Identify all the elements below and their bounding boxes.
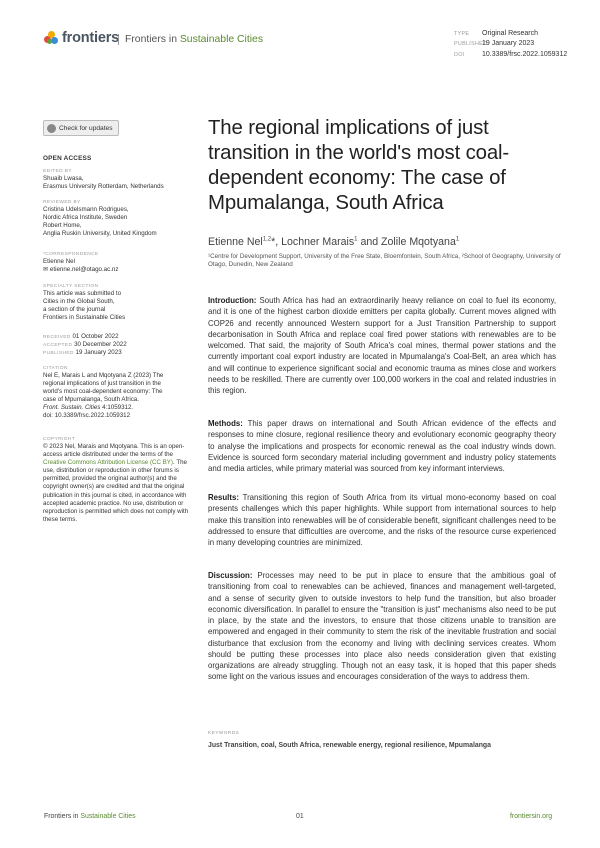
specialty-section: SPECIALTY SECTION This article was submitted to Cities in the Global South, a section of the journal Frontiers in Sustainable Cities <box>43 284 126 322</box>
cc-by-link[interactable]: Creative Commons Attribution License (CC BY) <box>43 459 173 467</box>
meta-type: TYPE Original Research <box>454 30 539 37</box>
frontiers-logo-icon <box>44 31 58 45</box>
keywords: Just Transition, coal, South Africa, renewable energy, regional resilience, Mpumalanga <box>208 742 491 749</box>
page-number: 01 <box>296 813 304 820</box>
keywords-label: KEYWORDS <box>208 731 240 736</box>
check-for-updates-button[interactable] <box>43 120 119 136</box>
abstract-introduction: Introduction: South Africa has had an extraordinarily heavy reliance on coal to fuel its economy, and it is one of the highest carbon dioxide emitters per capita globally. Current moves aligned with COP26 and recently announced Western support for a Just Transition Partnership to support decarbonisation in South Africa and replace coal fired power stations with renewables are to be welcomed. That said, the majority of South Africa's coal mines, thermal power stations and the currently important coal export industry are located in Mpumalanga's Coal-Belt, an area which has and will continue to experience significant social and economic trauma as mines close and workers needs to be reskilled. There are currently over 100,000 workers in the coal and related industries in this region. <box>208 296 556 395</box>
correspondence-email[interactable]: etienne.nel@otago.ac.nz <box>49 266 119 274</box>
article-title: The regional implications of just transition in the world's most coal-dependent economy: The case of Mpumalanga, South Africa <box>208 117 510 214</box>
abstract-discussion: Discussion: Processes may need to be put in place to ensure that the ambitious goal of transitioning from coal to renewables can be achieved, finances and management well-targeted, and a sense of security given to outside investors to help fund the transition, but also broader economic diversification. In parallel to ensure the "transition is just" mechanisms also need to be put in place, by the state and the investors, to ensure that those citizens unable to transition are empowered and engaged in their community to stem the risk of the inevitable frustration and social disturbance that exclusion from the economy and living with declining services creates. Whom should be putting these processes into place also needs consideration given that existing organizations are already struggling. Though not an easy task, it is hoped that this paper sheds some light on the various issues and encourages consideration of the ways to address them. <box>208 571 556 682</box>
footer-site-link[interactable]: frontiersin.org <box>510 813 553 820</box>
logo-text: frontiers <box>62 30 120 46</box>
copyright: COPYRIGHT © 2023 Nel, Marais and Mqotyana. This is an open-access article distributed under the terms of the Creative Commons Attribution License (CC BY). The use, distribution or reproduction in other forums is permitted, provided the original author(s) and the copyright owner(s) are credited and that the original publication in this journal is cited, in accordance with accepted academic practice. No use, distribution or reproduction is permitted which does not comply with these terms. <box>43 437 189 523</box>
citation: CITATION Nel E, Marais L and Mqotyana Z (2023) The regional implications of just transition in the world's most coal-dependent economy: The case of Mpumalanga, South Africa. Front. Sustain. Cities 4:1059312. doi: 10.3389/frsc.2022.1059312 <box>43 366 164 420</box>
dates: RECEIVED 01 October 2022 ACCEPTED 30 December 2022 PUBLISHED 19 January 2023 <box>43 333 127 357</box>
check-updates-label: Check for updates <box>59 124 113 132</box>
authors: Etienne Nel$^{1,2}$*, Lochner Marais$^1$ and Zolile Mqotyana$^1$ <box>208 236 460 248</box>
meta-published: PUBLISHED19 January 2023 <box>454 40 535 48</box>
frontiers-logo[interactable] <box>44 30 119 46</box>
abstract-methods: Methods: This paper draws on international and South African evidence of the effects and responses to mine closure, regional resilience theory and evolutionary economic geography theory to analyse the implications and prospects for economic renewal as the coal industry winds down. Evidence is sourced form secondary material including government and industry policy statements and media articles, while primary material was sourced from key informant interviews. <box>208 419 556 473</box>
reviewed-by: REVIEWED BY Cristina Udelsmann Rodrigues, Nordic Africa Institute, Sweden Robert Home, Anglia Ruskin University, United Kingdom <box>43 200 157 238</box>
article-meta <box>454 29 567 60</box>
journal-name[interactable]: Frontiers in Sustainable Cities <box>118 34 263 45</box>
open-access-label: OPEN ACCESS <box>43 155 92 162</box>
email-icon: ✉ <box>43 266 49 274</box>
correspondence: *CORRESPONDENCE Etienne Nel ✉ etienne.nel@otago.ac.nz <box>43 252 119 274</box>
check-updates-icon <box>47 124 56 133</box>
affiliations: ¹Centre for Development Support, University of the Free State, Bloemfontein, South Africa, ²School of Geography, University of Otago, Dunedin, New Zealand <box>208 253 561 269</box>
footer-journal[interactable]: Frontiers in Sustainable Cities <box>44 813 136 820</box>
edited-by: EDITED BY Shuaib Lwasa, Erasmus University Rotterdam, Netherlands <box>43 169 164 191</box>
abstract-results: Results: Transitioning this region of South Africa from its virtual mono-economy based on coal presents challenges which this paper highlights. While support from international sources to help make this transition into renewables will be of considerable benefit, significant challenges need to be addressed to ensure that difficulties are overcome, and the risks of the resource curse experienced in many developing countries are minimized. <box>208 493 556 547</box>
meta-doi: DOI 10.3389/frsc.2022.1059312 <box>454 50 568 58</box>
